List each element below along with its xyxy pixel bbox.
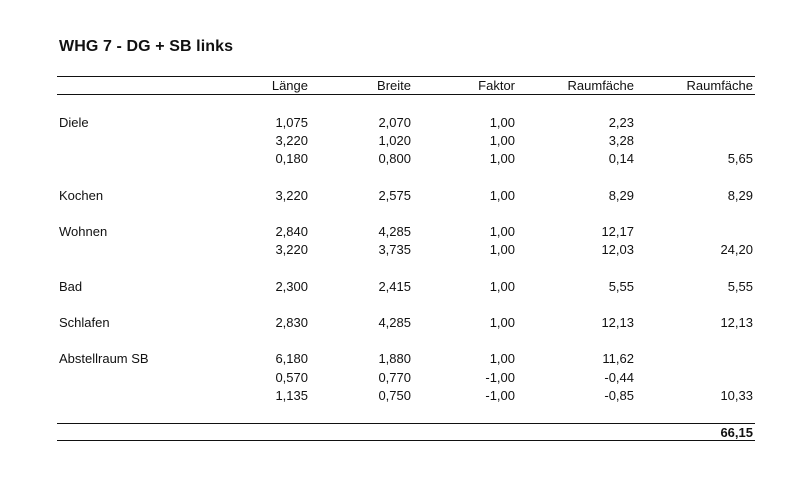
cell-flaeche: -0,85	[604, 388, 634, 403]
cell-breite: 0,800	[378, 151, 411, 166]
cell-faktor: 1,00	[489, 351, 515, 366]
cell-summe: 8,29	[727, 188, 753, 203]
cell-laenge: 1,075	[275, 115, 308, 130]
cell-breite: 2,575	[378, 188, 411, 203]
cell-breite: 3,735	[378, 242, 411, 257]
header-raumflaeche-summe: Raumfäche	[686, 78, 753, 93]
total-sum: 66,15	[720, 425, 753, 440]
cell-breite: 1,020	[378, 133, 411, 148]
cell-breite: 0,770	[378, 370, 411, 385]
cell-faktor: -1,00	[485, 388, 515, 403]
cell-flaeche: 5,55	[608, 279, 634, 294]
cell-flaeche: 12,03	[601, 242, 634, 257]
header-breite: Breite	[377, 78, 411, 93]
room-label-kochen: Kochen	[59, 188, 104, 203]
page-title: WHG 7 - DG + SB links	[59, 38, 234, 55]
room-label-schlafen: Schlafen	[59, 315, 110, 330]
cell-flaeche: 12,17	[601, 224, 634, 239]
cell-breite: 4,285	[378, 315, 411, 330]
cell-breite: 4,285	[378, 224, 411, 239]
header-laenge: Länge	[271, 78, 308, 93]
room-label-wohnen: Wohnen	[59, 224, 108, 239]
cell-faktor: 1,00	[489, 224, 515, 239]
cell-flaeche: 11,62	[602, 351, 634, 366]
cell-faktor: 1,00	[489, 115, 515, 130]
cell-summe: 5,55	[727, 279, 753, 294]
cell-flaeche: 0,14	[608, 151, 634, 166]
cell-summe: 5,65	[727, 151, 753, 166]
cell-summe: 24,20	[720, 242, 753, 257]
cell-summe: 10,33	[720, 388, 753, 403]
cell-laenge: 2,300	[275, 279, 308, 294]
cell-breite: 0,750	[378, 388, 411, 403]
cell-laenge: 2,830	[275, 315, 308, 330]
cell-faktor: -1,00	[485, 370, 515, 385]
total-top-rule	[57, 423, 755, 424]
header-bottom-rule	[57, 94, 755, 95]
cell-faktor: 1,00	[489, 188, 515, 203]
header-raumflaeche: Raumfäche	[567, 78, 634, 93]
cell-faktor: 1,00	[489, 151, 515, 166]
total-bottom-rule	[57, 440, 755, 441]
cell-flaeche: 8,29	[608, 188, 634, 203]
cell-faktor: 1,00	[489, 242, 515, 257]
room-label-bad: Bad	[59, 279, 83, 294]
cell-laenge: 2,840	[275, 224, 308, 239]
cell-faktor: 1,00	[489, 133, 515, 148]
cell-laenge: 3,220	[275, 188, 308, 203]
cell-breite: 1,880	[378, 351, 411, 366]
room-label-abstellraum: Abstellraum SB	[59, 351, 149, 366]
cell-laenge: 0,570	[275, 370, 308, 385]
cell-summe: 12,13	[720, 315, 753, 330]
cell-flaeche: 2,23	[608, 115, 634, 130]
cell-faktor: 1,00	[489, 279, 515, 294]
room-label-diele: Diele	[59, 115, 89, 130]
cell-breite: 2,415	[378, 279, 411, 294]
cell-flaeche: -0,44	[604, 370, 634, 385]
cell-flaeche: 12,13	[601, 315, 634, 330]
cell-laenge: 3,220	[275, 133, 308, 148]
cell-breite: 2,070	[378, 115, 411, 130]
cell-laenge: 0,180	[275, 151, 308, 166]
header-faktor: Faktor	[478, 78, 515, 93]
cell-faktor: 1,00	[489, 315, 515, 330]
cell-laenge: 6,180	[275, 351, 308, 366]
cell-laenge: 1,135	[275, 388, 308, 403]
cell-laenge: 3,220	[275, 242, 308, 257]
cell-flaeche: 3,28	[608, 133, 634, 148]
